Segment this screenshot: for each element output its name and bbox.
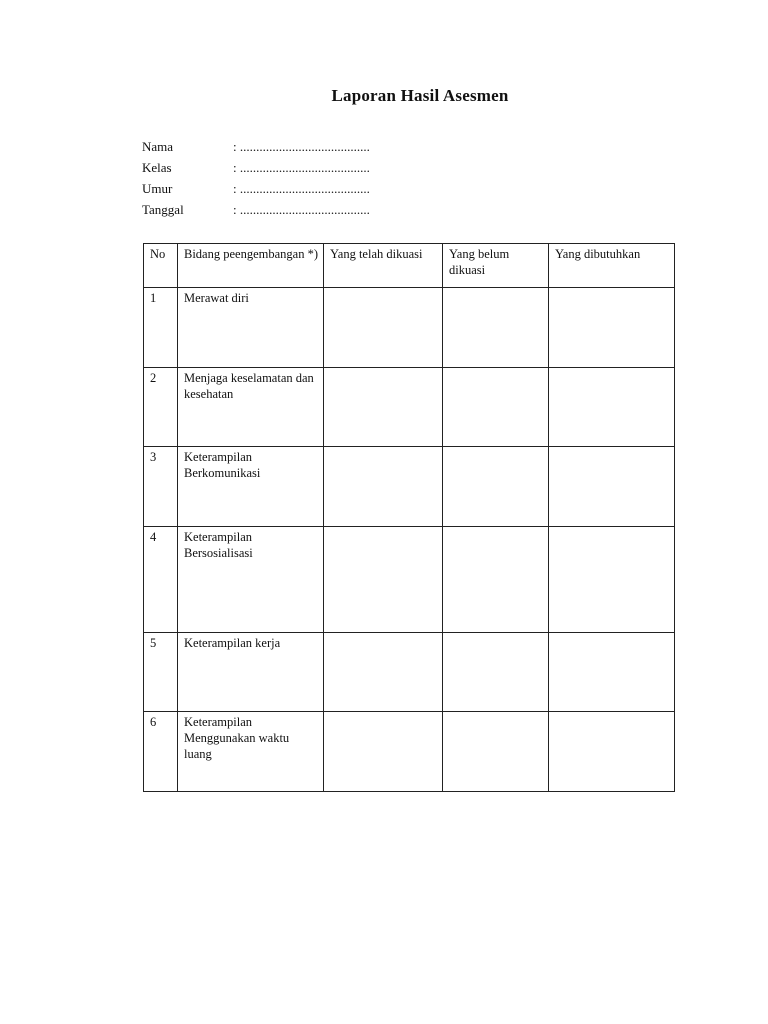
known-cell[interactable] bbox=[324, 288, 443, 368]
needed-cell[interactable] bbox=[549, 712, 675, 792]
tanggal-field[interactable]: : ........................................ bbox=[233, 202, 370, 217]
header-field: Bidang peengembangan *) bbox=[178, 244, 324, 288]
row-number: 1 bbox=[144, 288, 178, 368]
unknown-cell[interactable] bbox=[443, 447, 549, 527]
header-needed: Yang dibutuhkan bbox=[549, 244, 675, 288]
table-row bbox=[144, 633, 675, 712]
row-field: Menjaga keselamatan dan kesehatan bbox=[178, 368, 324, 447]
header-no: No bbox=[144, 244, 178, 288]
table-row bbox=[144, 712, 675, 792]
identity-row-kelas bbox=[142, 159, 370, 180]
identity-section bbox=[142, 138, 370, 222]
umur-label: Umur bbox=[142, 181, 173, 196]
kelas-label: Kelas bbox=[142, 160, 172, 175]
tanggal-label: Tanggal bbox=[142, 202, 184, 217]
known-cell[interactable] bbox=[324, 712, 443, 792]
table-row bbox=[144, 288, 675, 368]
row-number: 3 bbox=[144, 447, 178, 527]
row-field: Keterampilan kerja bbox=[178, 633, 324, 712]
unknown-cell[interactable] bbox=[443, 288, 549, 368]
row-field: Merawat diri bbox=[178, 288, 324, 368]
header-unknown: Yang belum dikuasi bbox=[443, 244, 549, 288]
row-field: Keterampilan Menggunakan waktu luang bbox=[178, 712, 324, 792]
nama-label: Nama bbox=[142, 139, 174, 154]
unknown-cell[interactable] bbox=[443, 633, 549, 712]
needed-cell[interactable] bbox=[549, 288, 675, 368]
header-known: Yang telah dikuasi bbox=[324, 244, 443, 288]
needed-cell[interactable] bbox=[549, 447, 675, 527]
known-cell[interactable] bbox=[324, 447, 443, 527]
known-cell[interactable] bbox=[324, 368, 443, 447]
unknown-cell[interactable] bbox=[443, 368, 549, 447]
page-title: Laporan Hasil Asesmen bbox=[331, 86, 509, 105]
umur-field[interactable]: : ........................................ bbox=[233, 181, 370, 196]
row-number: 4 bbox=[144, 527, 178, 633]
table-header-row bbox=[144, 244, 675, 288]
row-number: 5 bbox=[144, 633, 178, 712]
unknown-cell[interactable] bbox=[443, 527, 549, 633]
identity-row-nama bbox=[142, 138, 370, 159]
nama-field[interactable]: : ........................................ bbox=[233, 139, 370, 154]
row-field: Keterampilan Berkomunikasi bbox=[178, 447, 324, 527]
needed-cell[interactable] bbox=[549, 368, 675, 447]
row-number: 6 bbox=[144, 712, 178, 792]
assessment-table bbox=[143, 243, 675, 792]
identity-row-tanggal bbox=[142, 201, 370, 222]
table-row bbox=[144, 368, 675, 447]
unknown-cell[interactable] bbox=[443, 712, 549, 792]
identity-row-umur bbox=[142, 180, 370, 201]
needed-cell[interactable] bbox=[549, 633, 675, 712]
row-number: 2 bbox=[144, 368, 178, 447]
table-row bbox=[144, 447, 675, 527]
row-field: Keterampilan Bersosialisasi bbox=[178, 527, 324, 633]
known-cell[interactable] bbox=[324, 527, 443, 633]
known-cell[interactable] bbox=[324, 633, 443, 712]
table-row bbox=[144, 527, 675, 633]
needed-cell[interactable] bbox=[549, 527, 675, 633]
kelas-field[interactable]: : ........................................ bbox=[233, 160, 370, 175]
